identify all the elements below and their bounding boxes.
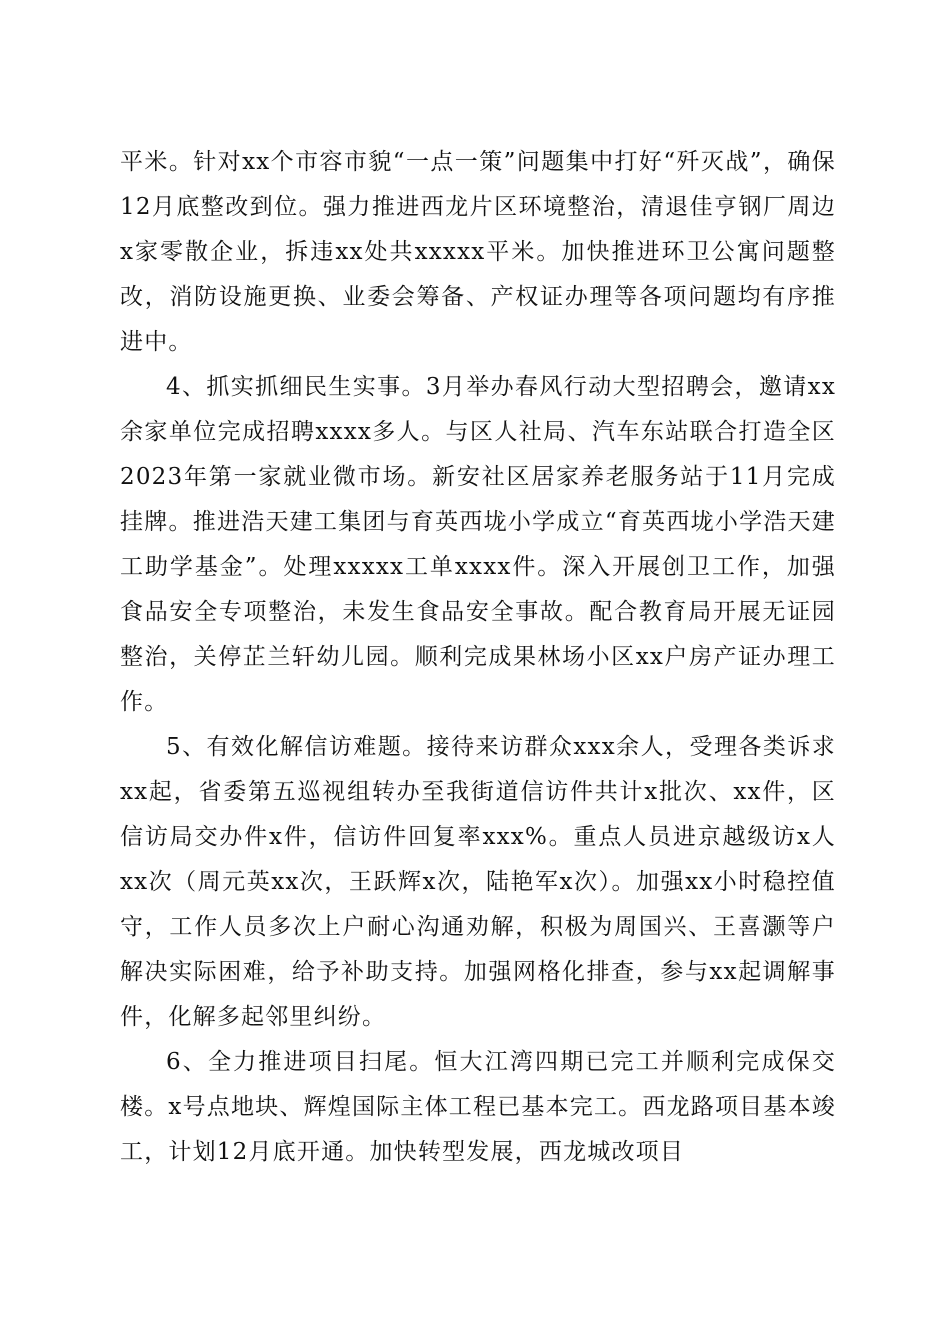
paragraph-item-6-projects: 6、全力推进项目扫尾。恒大江湾四期已完工并顺利完成保交楼。x号点地块、辉煌国际主体工程已基本完工。西龙路项目基本竣工，计划12月底开通。加快转型发展，西龙城改项目 [120, 1049, 836, 1165]
paragraph-continuation: 平米。针对xx个市容市貌“一点一策”问题集中打好“歼灭战”，确保12月底整改到位。强力推进西龙片区环境整治，清退佳亨钢厂周边x家零散企业，拆违xx处共xxxxx平米。加快推进环卫公寓问题整改，消防设施更换、业委会筹备、产权证办理等各项问题均有序推进中。 [120, 149, 836, 355]
paragraph-item-4-livelihood: 4、抓实抓细民生实事。3月举办春风行动大型招聘会，邀请xx余家单位完成招聘xxxx多人。与区人社局、汽车东站联合打造全区2023年第一家就业微市场。新安社区居家养老服务站于11月完成挂牌。推进浩天建工集团与育英西垅小学成立“育英西垅小学浩天建工助学基金”。处理xxxxx工单xxxx件。深入开展创卫工作，加强食品安全专项整治，未发生食品安全事故。配合教育局开展无证园整治，关停芷兰轩幼儿园。顺利完成果林场小区xx户房产证办理工作。 [120, 374, 836, 715]
paragraph-item-5-petitions: 5、有效化解信访难题。接待来访群众xxx余人，受理各类诉求xx起，省委第五巡视组转办至我街道信访件共计x批次、xx件，区信访局交办件x件，信访件回复率xxx%。重点人员进京越级访x人xx次（周元英xx次，王跃辉x次，陆艳军x次）。加强xx小时稳控值守，工作人员多次上户耐心沟通劝解，积极为周国兴、王喜灏等户解决实际困难，给予补助支持。加强网格化排查，参与xx起调解事件，化解多起邻里纠纷。 [120, 734, 836, 1030]
document-body [120, 140, 836, 1175]
